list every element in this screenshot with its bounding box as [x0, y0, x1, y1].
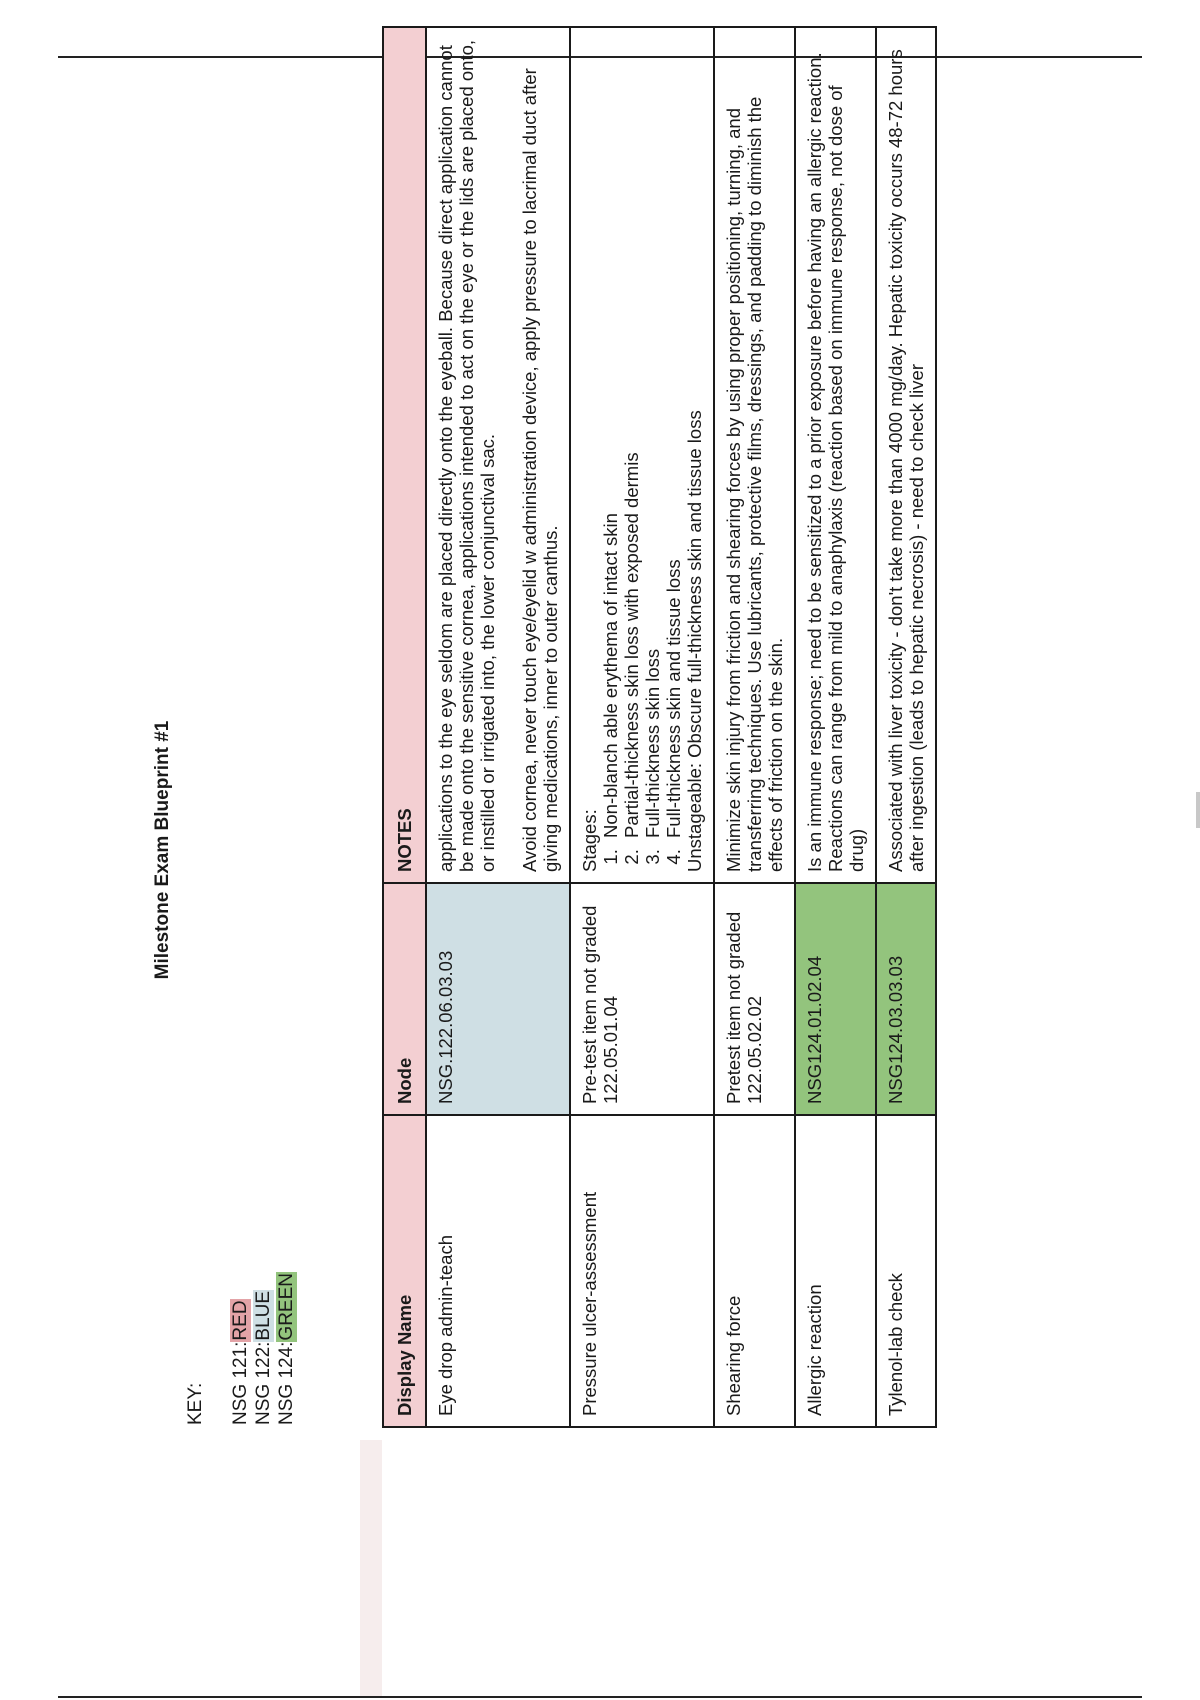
cell-notes — [570, 27, 714, 883]
notes-paragraph: applications to the eye seldom are placed directly onto the eyeball. Because direct application cannot be made onto the sensitive cornea, applications intended to act on the eye or the lids are placed onto, or instilled or irrigated into, the lower conjunctival sac. — [435, 39, 498, 872]
cell-notes: Minimize skin injury from friction and shearing forces by using proper positioning, turning, and transferring techniques. Use lubricants, protective films, dressings, and padding to diminish the effects of friction on the skin. — [714, 27, 795, 883]
cell-display-name: Tylenol-lab check — [876, 1115, 936, 1427]
cell-display-name: Allergic reaction — [795, 1115, 876, 1427]
table-header-row — [383, 27, 426, 1427]
cell-notes: Is an immune response; need to be sensitized to a prior exposure before having an allergic reaction. Reactions can range from mild to anaphylaxis (reaction based on immune response, not dose of drug) — [795, 27, 876, 883]
key-swatch-blue: BLUE — [253, 1290, 274, 1341]
table-row — [426, 27, 570, 1427]
header-display-name: Display Name — [383, 1115, 426, 1427]
header-node: Node — [383, 883, 426, 1115]
stage-item: 2. Partial-thickness skin loss with exposed dermis — [621, 38, 642, 844]
cell-node: NSG124.03.03.03 — [876, 883, 936, 1115]
cell-notes: Associated with liver toxicity - don't take more than 4000 mg/day. Hepatic toxicity occurs 48-72 hours after ingestion (leads to hepatic necrosis) - need to check liver — [876, 27, 936, 883]
key-item-red: NSG 121:RED — [230, 1300, 251, 1425]
stage-item: 3. Full-thickness skin loss — [642, 38, 663, 844]
cell-node: NSG.122.06.03.03 — [426, 883, 570, 1115]
document-title: Milestone Exam Blueprint #1 — [152, 720, 173, 980]
key-label: KEY: — [185, 1382, 206, 1425]
cell-node — [570, 883, 714, 1115]
table-row — [876, 27, 936, 1427]
table-row — [795, 27, 876, 1427]
node-code: 122.05.02.02 — [744, 995, 765, 1104]
scroll-edge-marker — [1196, 792, 1200, 828]
blueprint-table — [382, 26, 937, 1428]
cell-node — [714, 883, 795, 1115]
stages-label: Stages: — [579, 809, 600, 872]
cell-display-name: Pressure ulcer-assessment — [570, 1115, 714, 1427]
stage-item: 4. Full-thickness skin and tissue loss — [663, 38, 684, 844]
key-swatch-green: GREEN — [276, 1272, 297, 1341]
header-notes: NOTES — [383, 27, 426, 883]
table-row — [570, 27, 714, 1427]
color-key — [184, 1272, 298, 1425]
key-swatch-red: RED — [230, 1300, 251, 1341]
rotated-page — [150, 39, 1090, 1550]
cell-notes — [426, 27, 570, 883]
node-code: 122.05.01.04 — [600, 995, 621, 1104]
node-status: Pre-test item not graded — [579, 905, 600, 1104]
table-row — [714, 27, 795, 1427]
cell-node: NSG124.01.02.04 — [795, 883, 876, 1115]
node-status: Pretest item not graded — [723, 911, 744, 1104]
stage-item: 1. Non-blanch able erythema of intact skin — [600, 38, 621, 844]
key-item-green: NSG 124:GREEN — [276, 1272, 297, 1425]
cell-display-name: Shearing force — [714, 1115, 795, 1427]
cell-display-name: Eye drop admin-teach — [426, 1115, 570, 1427]
bottom-rule — [58, 1696, 1142, 1698]
stages-list — [600, 38, 684, 872]
notes-paragraph: Avoid cornea, never touch eye/eyelid w administration device, apply pressure to lacrimal duct after giving medications, inner to outer canthus. — [519, 68, 561, 872]
key-item-blue: NSG 122:BLUE — [253, 1290, 274, 1425]
stages-unstageable: Unstageable: Obscure full-thickness skin and tissue loss — [684, 410, 705, 872]
